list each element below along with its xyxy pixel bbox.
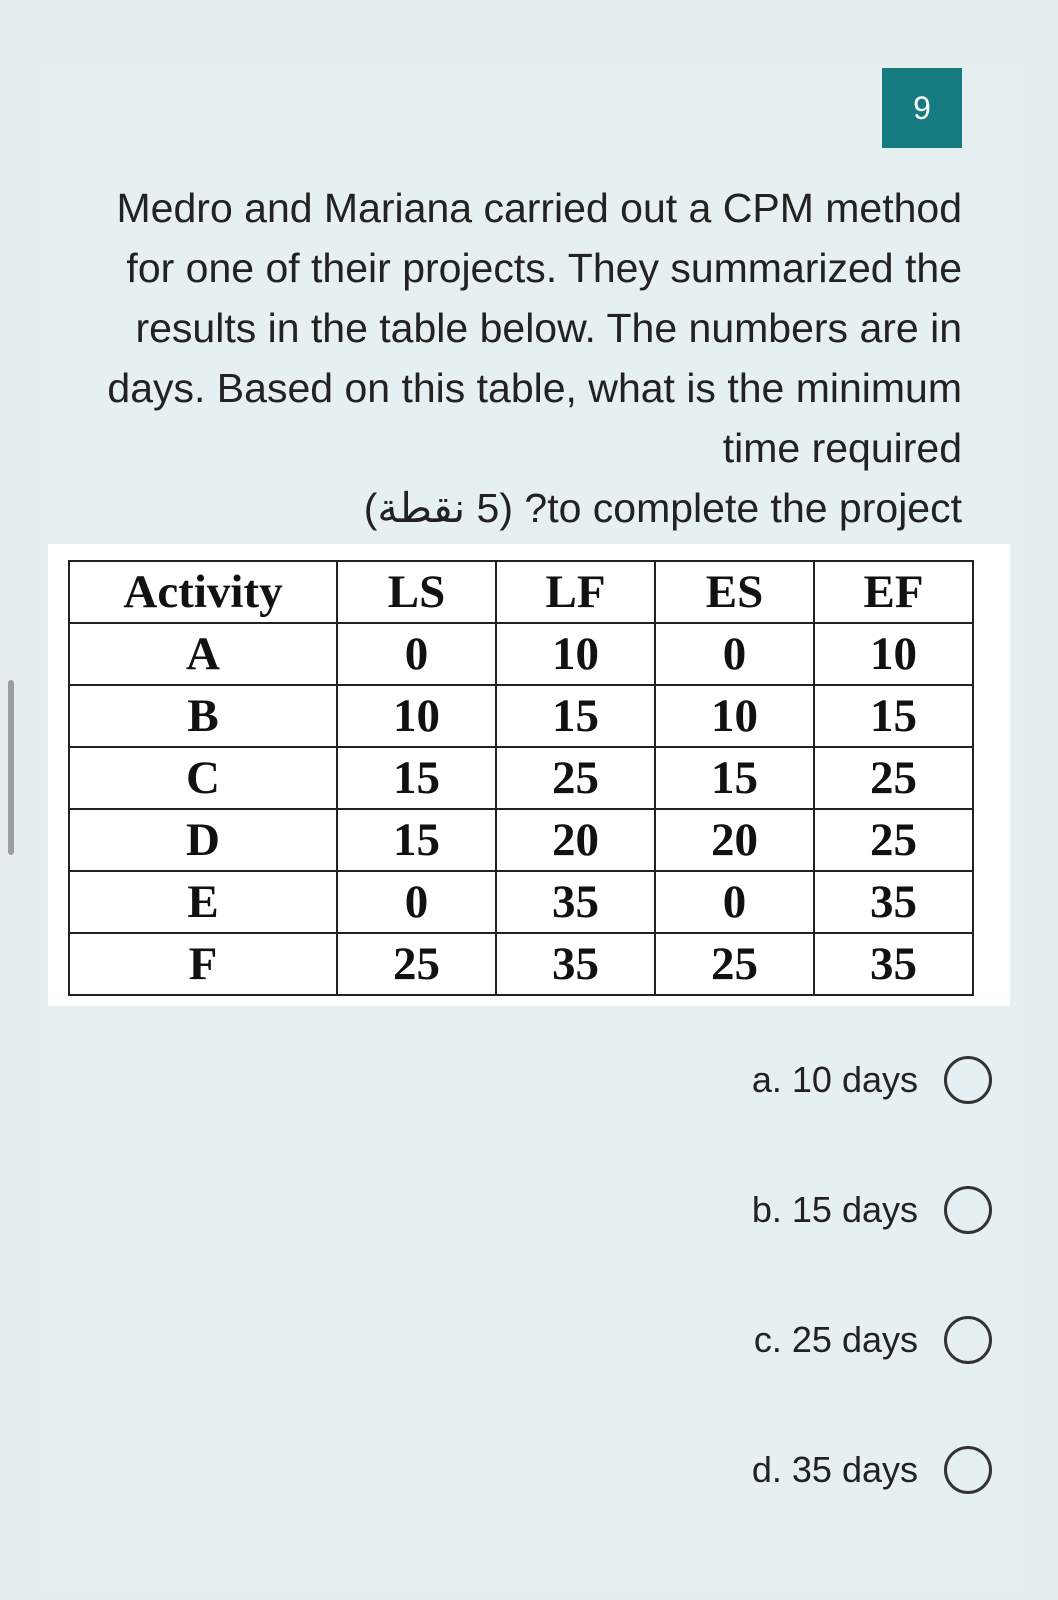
table-row [69, 933, 973, 995]
option-d-label[interactable]: d. 35 days [751, 1449, 918, 1490]
answer-options [492, 1050, 992, 1570]
option-c-label[interactable]: c. 25 days [753, 1319, 918, 1360]
question-number-badge: 9 [882, 68, 962, 148]
cell-activity: D [69, 809, 337, 871]
option-b-label[interactable]: b. 15 days [751, 1189, 918, 1230]
table-row [69, 871, 973, 933]
question-last-line: ?to complete the project [524, 485, 962, 531]
option-b[interactable] [492, 1180, 992, 1240]
option-a-label[interactable]: a. 10 days [751, 1059, 918, 1100]
question-card [40, 68, 1018, 1588]
option-a-radio[interactable] [944, 1056, 992, 1104]
table-row [69, 623, 973, 685]
header-ls: LS [337, 561, 496, 623]
cell-es: 0 [655, 871, 814, 933]
cell-ef: 15 [814, 685, 973, 747]
cell-ls: 15 [337, 809, 496, 871]
cell-ls: 15 [337, 747, 496, 809]
cell-lf: 25 [496, 747, 655, 809]
cell-ef: 25 [814, 747, 973, 809]
option-c[interactable] [492, 1310, 992, 1370]
cell-activity: F [69, 933, 337, 995]
cell-activity: C [69, 747, 337, 809]
cell-lf: 35 [496, 933, 655, 995]
header-lf: LF [496, 561, 655, 623]
question-text [80, 178, 962, 538]
cell-es: 20 [655, 809, 814, 871]
cell-ls: 0 [337, 871, 496, 933]
table-row [69, 809, 973, 871]
cpm-table [68, 560, 974, 996]
cell-ef: 10 [814, 623, 973, 685]
cell-lf: 20 [496, 809, 655, 871]
cell-lf: 35 [496, 871, 655, 933]
header-ef: EF [814, 561, 973, 623]
cell-lf: 15 [496, 685, 655, 747]
option-a[interactable] [492, 1050, 992, 1110]
option-d-radio[interactable] [944, 1446, 992, 1494]
cell-ls: 25 [337, 933, 496, 995]
question-points: (5 نقطة) [363, 485, 513, 531]
table-row [69, 685, 973, 747]
scroll-indicator[interactable] [8, 680, 14, 855]
table-header-row [69, 561, 973, 623]
cell-es: 10 [655, 685, 814, 747]
cell-activity: A [69, 623, 337, 685]
header-es: ES [655, 561, 814, 623]
cell-es: 0 [655, 623, 814, 685]
cell-lf: 10 [496, 623, 655, 685]
table-row [69, 747, 973, 809]
question-body: Medro and Mariana carried out a CPM method for one of their projects. They summarized the results in the table below. The numbers are in days. Based on this table, what is the minimum time required [107, 185, 962, 471]
option-d[interactable] [492, 1440, 992, 1500]
cell-ef: 35 [814, 933, 973, 995]
option-b-radio[interactable] [944, 1186, 992, 1234]
cell-ls: 0 [337, 623, 496, 685]
cell-activity: E [69, 871, 337, 933]
cell-ef: 35 [814, 871, 973, 933]
cell-es: 25 [655, 933, 814, 995]
cell-activity: B [69, 685, 337, 747]
header-activity: Activity [69, 561, 337, 623]
option-c-radio[interactable] [944, 1316, 992, 1364]
cpm-table-image [48, 544, 1010, 1006]
cell-ef: 25 [814, 809, 973, 871]
cell-ls: 10 [337, 685, 496, 747]
cell-es: 15 [655, 747, 814, 809]
